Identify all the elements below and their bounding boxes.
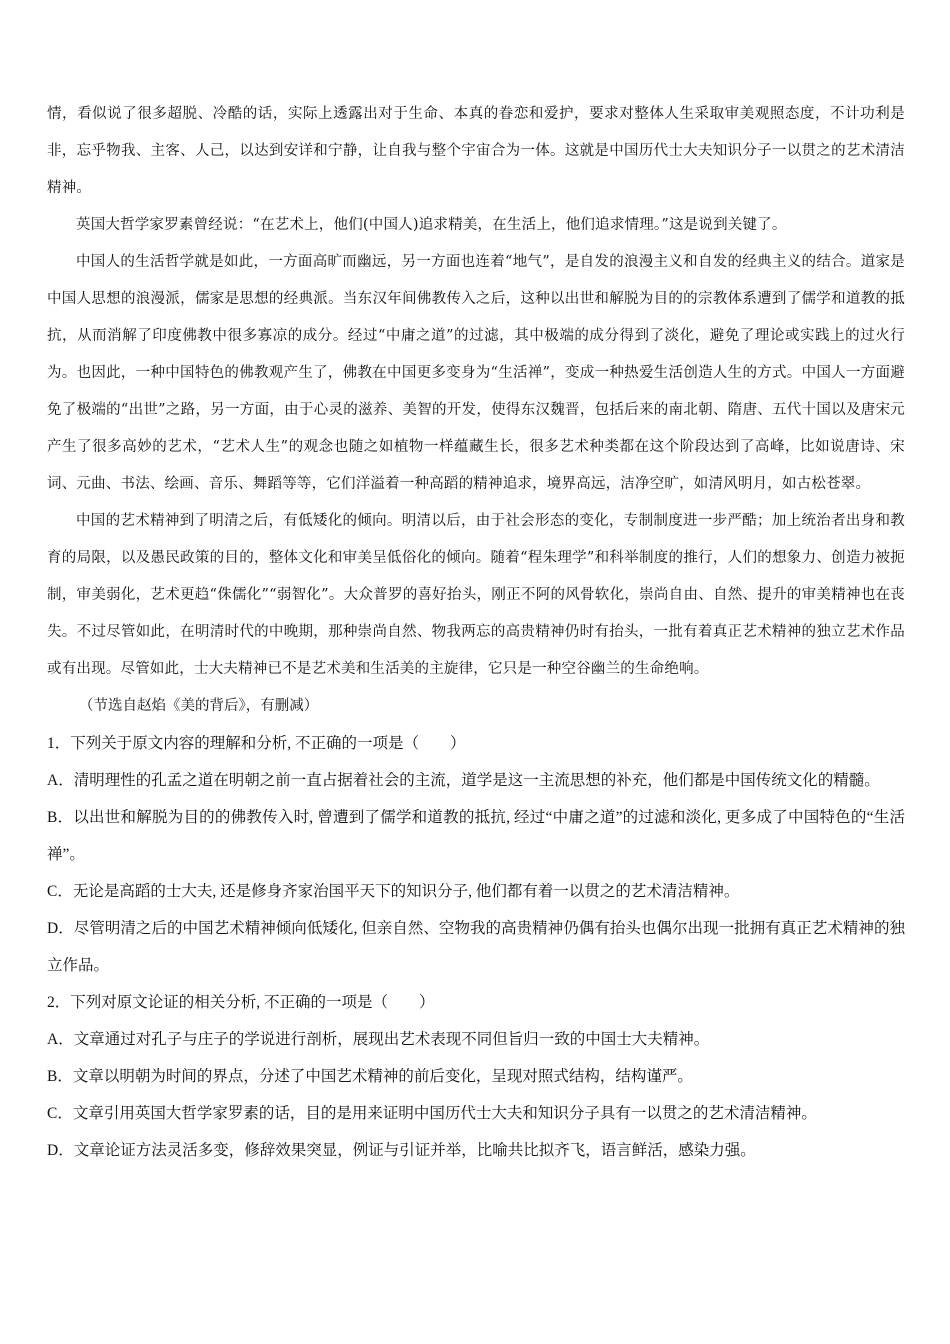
question-stem: 2．下列对原文论证的相关分析, 不正确的一项是（ ） (47, 994, 435, 1011)
option-letter: C． (47, 1105, 73, 1122)
option-letter: D． (47, 920, 74, 937)
question-stem: 1．下列关于原文内容的理解和分析, 不正确的一项是（ ） (47, 735, 466, 752)
option-letter: A． (47, 772, 74, 789)
passage-paragraph-2: 英国大哲学家罗素曾经说：“在艺术上，他们(中国人)追求精美，在生活上，他们追求情理。”这是说到关键了。 (76, 217, 787, 233)
passage-paragraph-1: 情，看似说了很多超脱、冷酷的话，实际上透露出对于生命、本真的眷恋和爱护，要求对整体人生采取审美观照态度，不计功利是非，忘乎物我、主客、人己，以达到安详和宁静，让自我与整个宇宙合为一体。这就是中国历代士大夫知识分子一以贯之的艺术清洁精神。 (47, 106, 905, 196)
option-b[interactable] (47, 1058, 905, 1095)
option-letter: B． (47, 1068, 73, 1085)
option-letter: C． (47, 883, 73, 900)
option-text: 文章以明朝为时间的界点，分述了中国艺术精神的前后变化，呈现对照式结构，结构谨严。 (72, 1068, 693, 1085)
question-1 (47, 725, 905, 984)
option-a[interactable] (47, 1021, 905, 1058)
option-c[interactable] (47, 1095, 905, 1132)
option-text: 清明理性的孔孟之道在明朝之前一直占据着社会的主流，道学是这一主流思想的补充，他们都是中国传统文化的精髓。 (73, 772, 880, 789)
option-text: 文章通过对孔子与庄子的学说进行剖析，展现出艺术表现不同但旨归一致的中国士大夫精神。 (73, 1031, 710, 1048)
option-text: 文章论证方法灵活多变，修辞效果突显，例证与引证并举，比喻共比拟齐飞，语言鲜活，感染力强。 (73, 1142, 756, 1159)
option-text: 文章引用英国大哲学家罗素的话，目的是用来证明中国历代士大夫和知识分子具有一以贯之的艺术清洁精神。 (72, 1105, 817, 1122)
option-letter: D． (47, 1142, 74, 1159)
passage-paragraph-3: 中国人的生活哲学就是如此，一方面高旷而幽远，另一方面也连着“地气”，是自发的浪漫主义和自发的经典主义的结合。道家是中国人思想的浪漫派，儒家是思想的经典派。当东汉年间佛教传入之后，这种以出世和解脱为目的的宗教体系遭到了儒学和道教的抵抗，从而消解了印度佛教中很多寡凉的成分。经过“中庸之道”的过滤，其中极端的成分得到了淡化，避免了理论或实践上的过火行为。也因此，一种中国特色的佛教观产生了，佛教在中国更多变身为“生活禅”，变成一种热爱生活创造人生的方式。中国人一方面避免了极端的“出世”之路，另一方面，由于心灵的滋养、美智的开发，使得东汉魏晋，包括后来的南北朝、隋唐、五代十国以及唐宋元产生了很多高妙的艺术，“艺术人生”的观念也随之如植物一样蕴藏生长，很多艺术种类都在这个阶段达到了高峰，比如说唐诗、宋词、元曲、书法、绘画、音乐、舞蹈等等，它们洋溢着一种高蹈的精神追求，境界高远，洁净空旷，如清风明月，如古松苍翠。 (47, 254, 905, 492)
option-letter: A． (47, 1031, 74, 1048)
exam-page (47, 96, 905, 1169)
option-letter: B． (47, 809, 74, 826)
option-text: 尽管明清之后的中国艺术精神倾向低矮化, 但亲自然、空物我的高贵精神仍偶有抬头也偶尔出现一批拥有真正艺术精神的独立作品。 (47, 920, 905, 974)
option-a[interactable] (47, 762, 905, 799)
option-d[interactable] (47, 910, 905, 984)
option-c[interactable] (47, 873, 905, 910)
passage-paragraph-4: 中国的艺术精神到了明清之后，有低矮化的倾向。明清以后，由于社会形态的变化，专制制度进一步严酷；加上统治者出身和教育的局限，以及愚民政策的目的，整体文化和审美呈低俗化的倾向。随着“程朱理学”和科举制度的推行，人们的想象力、创造力被扼制，审美弱化，艺术更趋“侏儒化”“弱智化”。大众普罗的喜好抬头，刚正不阿的风骨软化，崇尚自由、自然、提升的审美精神也在丧失。不过尽管如此，在明清时代的中晚期，那种崇尚自然、物我两忘的高贵精神仍时有抬头，一批有着真正艺术精神的独立艺术作品或有出现。尽管如此，士大夫精神已不是艺术美和生活美的主旋律，它只是一种空谷幽兰的生命绝响。 (47, 513, 905, 677)
option-d[interactable] (47, 1132, 905, 1169)
option-text: 以出世和解脱为目的的佛教传入时, 曾遭到了儒学和道教的抵抗, 经过“中庸之道”的过滤和淡化, 更多成了中国特色的“生活禅”。 (47, 809, 905, 863)
passage-source-note: （节选自赵焰《美的背后》，有删减） (79, 698, 319, 714)
option-text: 无论是高蹈的士大夫, 还是修身齐家治国平天下的知识分子, 他们都有着一以贯之的艺术清洁精神。 (72, 883, 740, 900)
question-2 (47, 984, 905, 1169)
option-b[interactable] (47, 799, 905, 873)
